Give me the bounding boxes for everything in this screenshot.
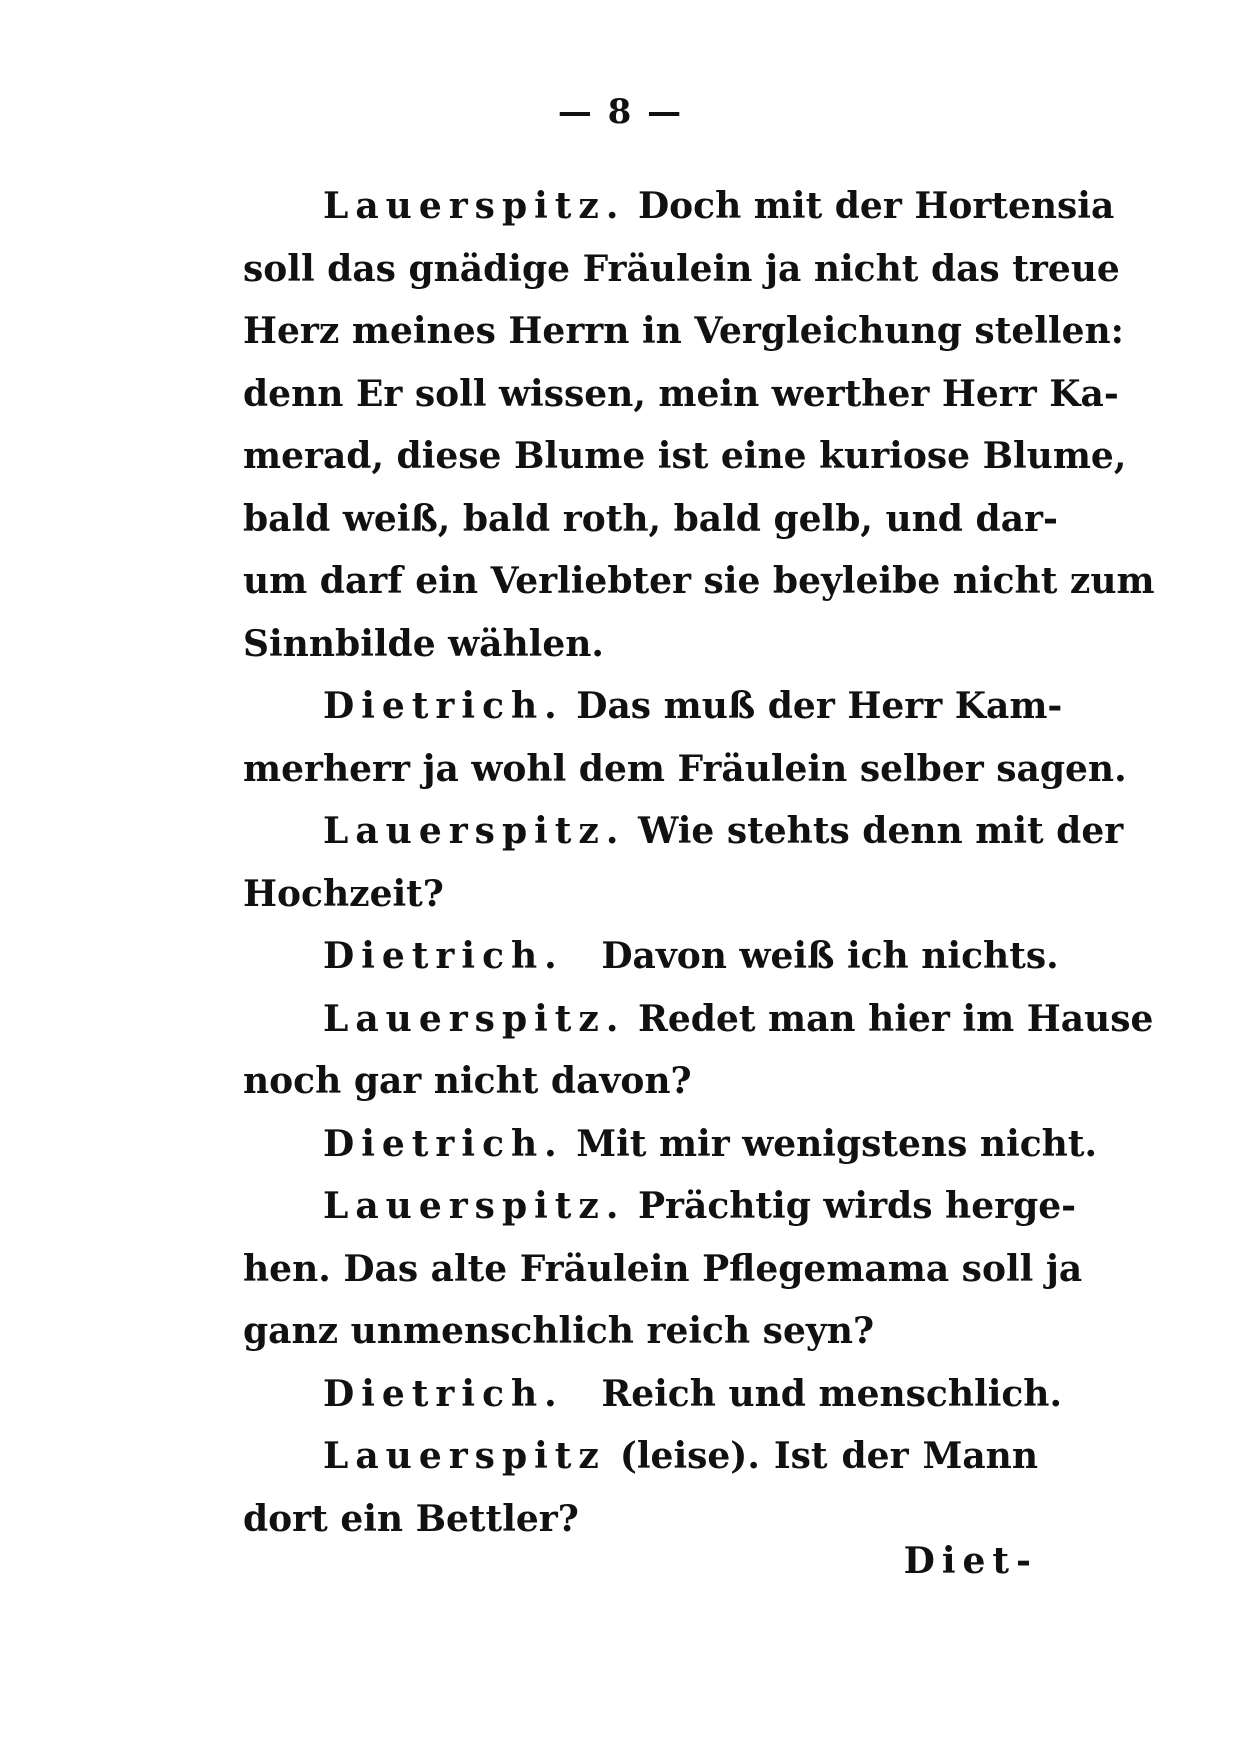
text-line: bald weiß, bald roth, bald gelb, und dar- bbox=[243, 497, 1058, 540]
catchword: Diet- bbox=[903, 1540, 1038, 1582]
dialogue-text: Mit mir wenigstens nicht. bbox=[576, 1122, 1098, 1165]
dialogue-text: Reich und menschlich. bbox=[601, 1372, 1062, 1415]
dialogue-text: Wie stehts denn mit der bbox=[637, 810, 1124, 852]
dialogue-text: Redet man hier im Hause bbox=[637, 997, 1154, 1040]
speaker-name: Lauerspitz. bbox=[323, 1185, 626, 1227]
page-text bbox=[243, 175, 1155, 1550]
text-line bbox=[243, 1175, 1077, 1238]
text-line: merad, diese Blume ist eine kuriose Blume, bbox=[243, 435, 1127, 477]
text-line bbox=[243, 1363, 1062, 1426]
text-line: Hochzeit? bbox=[243, 872, 444, 915]
speaker-name: Lauerspitz bbox=[323, 1435, 606, 1477]
speaker-name: Lauerspitz. bbox=[323, 997, 626, 1040]
speaker-name: Dietrich. bbox=[323, 935, 564, 977]
dialogue-text: Prächtig wirds herge- bbox=[637, 1185, 1077, 1227]
speaker-name: Lauerspitz. bbox=[323, 810, 626, 852]
text-line: denn Er soll wissen, mein werther Herr Ka- bbox=[243, 372, 1119, 415]
text-line: Herz meines Herrn in Vergleichung stellen: bbox=[243, 310, 1124, 352]
speaker-name: Dietrich. bbox=[323, 685, 564, 727]
speaker-name: Dietrich. bbox=[323, 1372, 564, 1415]
text-line bbox=[243, 800, 1124, 863]
text-line bbox=[243, 925, 1059, 988]
text-line: hen. Das alte Fräulein Pflegemama soll ja bbox=[243, 1247, 1083, 1290]
text-line bbox=[243, 988, 1154, 1051]
dialogue-text: Ist der Mann bbox=[773, 1435, 1038, 1477]
text-line bbox=[243, 1113, 1098, 1176]
speaker-name: Dietrich. bbox=[323, 1122, 564, 1165]
text-line: ganz unmenschlich reich seyn? bbox=[243, 1310, 875, 1352]
text-line: noch gar nicht davon? bbox=[243, 1060, 692, 1102]
dialogue-text: Das muß der Herr Kam- bbox=[576, 685, 1063, 727]
speaker-name: Lauerspitz. bbox=[323, 185, 626, 227]
text-line bbox=[243, 675, 1063, 738]
dialogue-text: Davon weiß ich nichts. bbox=[601, 935, 1059, 977]
text-line bbox=[243, 1425, 1038, 1488]
text-line: soll das gnädige Fräulein ja nicht das treue bbox=[243, 247, 1120, 290]
page-number: — 8 — bbox=[557, 92, 684, 132]
stage-direction: (leise). bbox=[619, 1435, 760, 1477]
text-line bbox=[243, 175, 1115, 238]
text-line: Sinnbilde wählen. bbox=[243, 622, 604, 665]
text-line: um darf ein Verliebter sie beyleibe nicht zum bbox=[243, 560, 1155, 602]
dialogue-text: Doch mit der Hortensia bbox=[637, 185, 1115, 227]
text-line: merherr ja wohl dem Fräulein selber sagen. bbox=[243, 747, 1127, 790]
text-line: dort ein Bettler? bbox=[243, 1497, 579, 1540]
